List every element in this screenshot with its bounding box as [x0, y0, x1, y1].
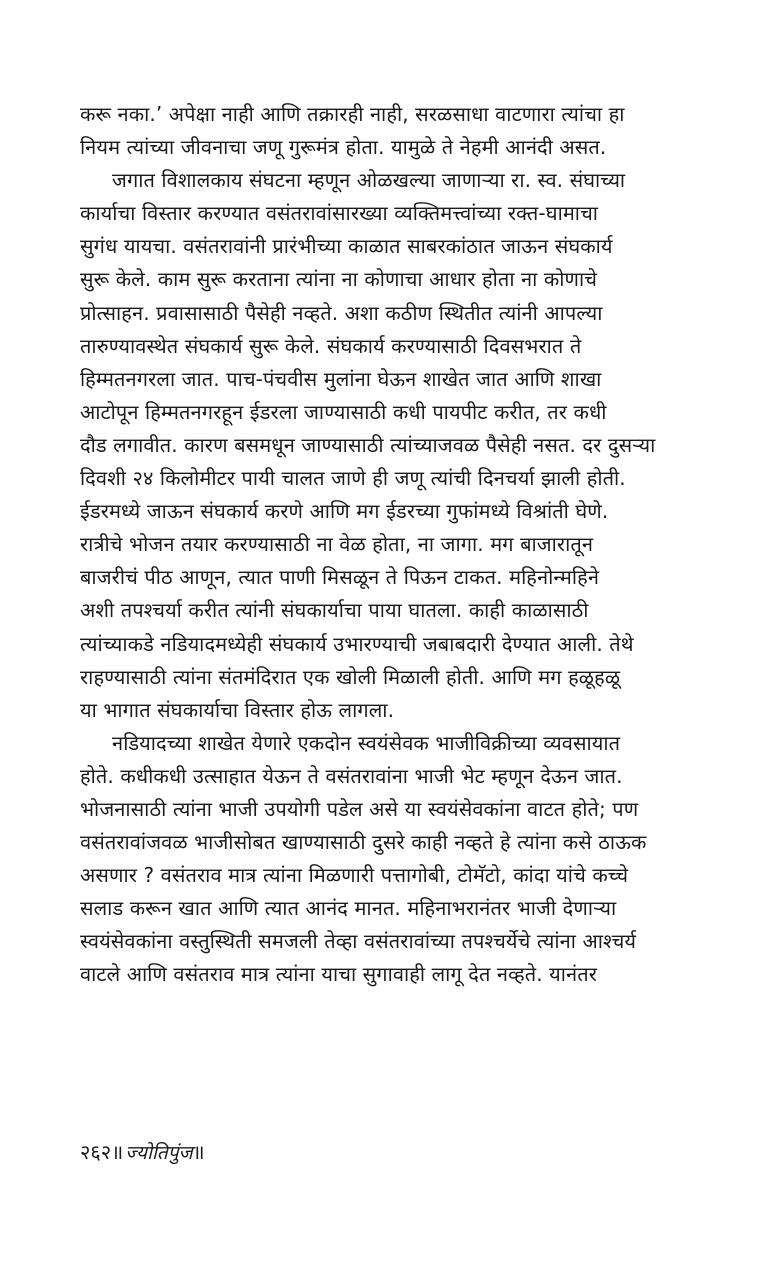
text-line: अशी तपश्चर्या करीत त्यांनी संघकार्याचा पाया घातला. काही काळासाठी	[80, 598, 589, 623]
text-line: ईडरमध्ये जाऊन संघकार्य करणे आणि मग ईडरच्या गुफांमध्ये विश्रांती घेणे.	[80, 499, 609, 524]
text-line: दौड लगावीत. कारण बसमधून जाण्यासाठी त्यांच्याजवळ पैसेही नसत. दर दुसऱ्या	[80, 432, 656, 457]
text-line: दिवशी २४ किलोमीटर पायी चालत जाणे ही जणू त्यांची दिनचर्या झाली होती.	[80, 466, 626, 491]
text-line: होते. कधीकधी उत्साहात येऊन ते वसंतरावांना भाजी भेट म्हणून देऊन जात.	[80, 763, 623, 788]
book-title-logo: ज्योतिपुंज	[125, 1142, 193, 1164]
text-line: सलाड करून खात आणि त्यात आनंद मानत. महिनाभरानंतर भाजी देणाऱ्या	[80, 896, 617, 921]
text-line: हिम्मतनगरला जात. पाच-पंचवीस मुलांना घेऊन शाखेत जात आणि शाखा	[80, 366, 602, 391]
text-line: रात्रीचे भोजन तयार करण्यासाठी ना वेळ होता, ना जागा. मग बाजारातून	[80, 532, 594, 557]
text-line: जगात विशालकाय संघटना म्हणून ओळखल्या जाणाऱ्या रा. स्व. संघाच्या	[112, 168, 626, 193]
text-line: वाटले आणि वसंतराव मात्र त्यांना याचा सुगावाही लागू देत नव्हते. यानंतर	[80, 962, 598, 987]
text-line: वसंतरावांजवळ भाजीसोबत खाण्यासाठी दुसरे काही नव्हते हे त्यांना कसे ठाऊक	[80, 830, 647, 855]
text-line: स्वयंसेवकांना वस्तुस्थिती समजली तेव्हा वसंतरावांच्या तपश्चर्येचे त्यांना आश्चर्य	[80, 929, 637, 954]
text-line: तारुण्यावस्थेत संघकार्य सुरू केले. संघकार्य करण्यासाठी दिवसभरात ते	[80, 333, 582, 358]
page-footer	[80, 1140, 205, 1165]
text-line: असणार ? वसंतराव मात्र त्यांना मिळणारी पत्तागोबी, टोमॅटो, कांदा यांचे कच्चे	[80, 863, 629, 888]
text-line: सुरू केले. काम सुरू करताना त्यांना ना कोणाचा आधार होता ना कोणाचे	[80, 267, 598, 292]
text-line: प्रोत्साहन. प्रवासासाठी पैसेही नव्हते. अशा कठीण स्थितीत त्यांनी आपल्या	[80, 300, 603, 325]
text-line: बाजरीचं पीठ आणून, त्यात पाणी मिसळून ते पिऊन टाकत. महिनोन्महिने	[80, 565, 600, 590]
text-line: राहण्यासाठी त्यांना संतमंदिरात एक खोली मिळाली होती. आणि मग हळूहळू	[80, 664, 621, 689]
text-line: नियम त्यांच्या जीवनाचा जणू गुरूमंत्र होता. यामुळे ते नेहमी आनंदी असत.	[80, 135, 607, 160]
page-number: २६२॥	[80, 1140, 124, 1164]
text-line: सुगंध यायचा. वसंतरावांनी प्रारंभीच्या काळात साबरकांठात जाऊन संघकार्य	[80, 234, 613, 259]
text-line: आटोपून हिम्मतनगरहून ईडरला जाण्यासाठी कधी पायपीट करीत, तर कधी	[80, 399, 607, 424]
body-text	[80, 98, 716, 992]
text-line: भोजनासाठी त्यांना भाजी उपयोगी पडेल असे या स्वयंसेवकांना वाटत होते; पण	[80, 796, 639, 821]
footer-ornament: ॥	[192, 1140, 205, 1164]
text-line: करू नका.’ अपेक्षा नाही आणि तक्रारही नाही, सरळसाधा वाटणारा त्यांचा हा	[80, 102, 625, 126]
text-line: या भागात संघकार्याचा विस्तार होऊ लागला.	[80, 697, 395, 722]
text-line: त्यांच्याकडे नडियादमध्येही संघकार्य उभारण्याची जबाबदारी देण्यात आली. तेथे	[80, 631, 634, 656]
text-line: कार्याचा विस्तार करण्यात वसंतरावांसारख्या व्यक्तिमत्त्वांच्या रक्त-घामाचा	[80, 201, 599, 226]
text-line: नडियादच्या शाखेत येणारे एकदोन स्वयंसेवक भाजीविक्रीच्या व्यवसायात	[112, 730, 621, 755]
